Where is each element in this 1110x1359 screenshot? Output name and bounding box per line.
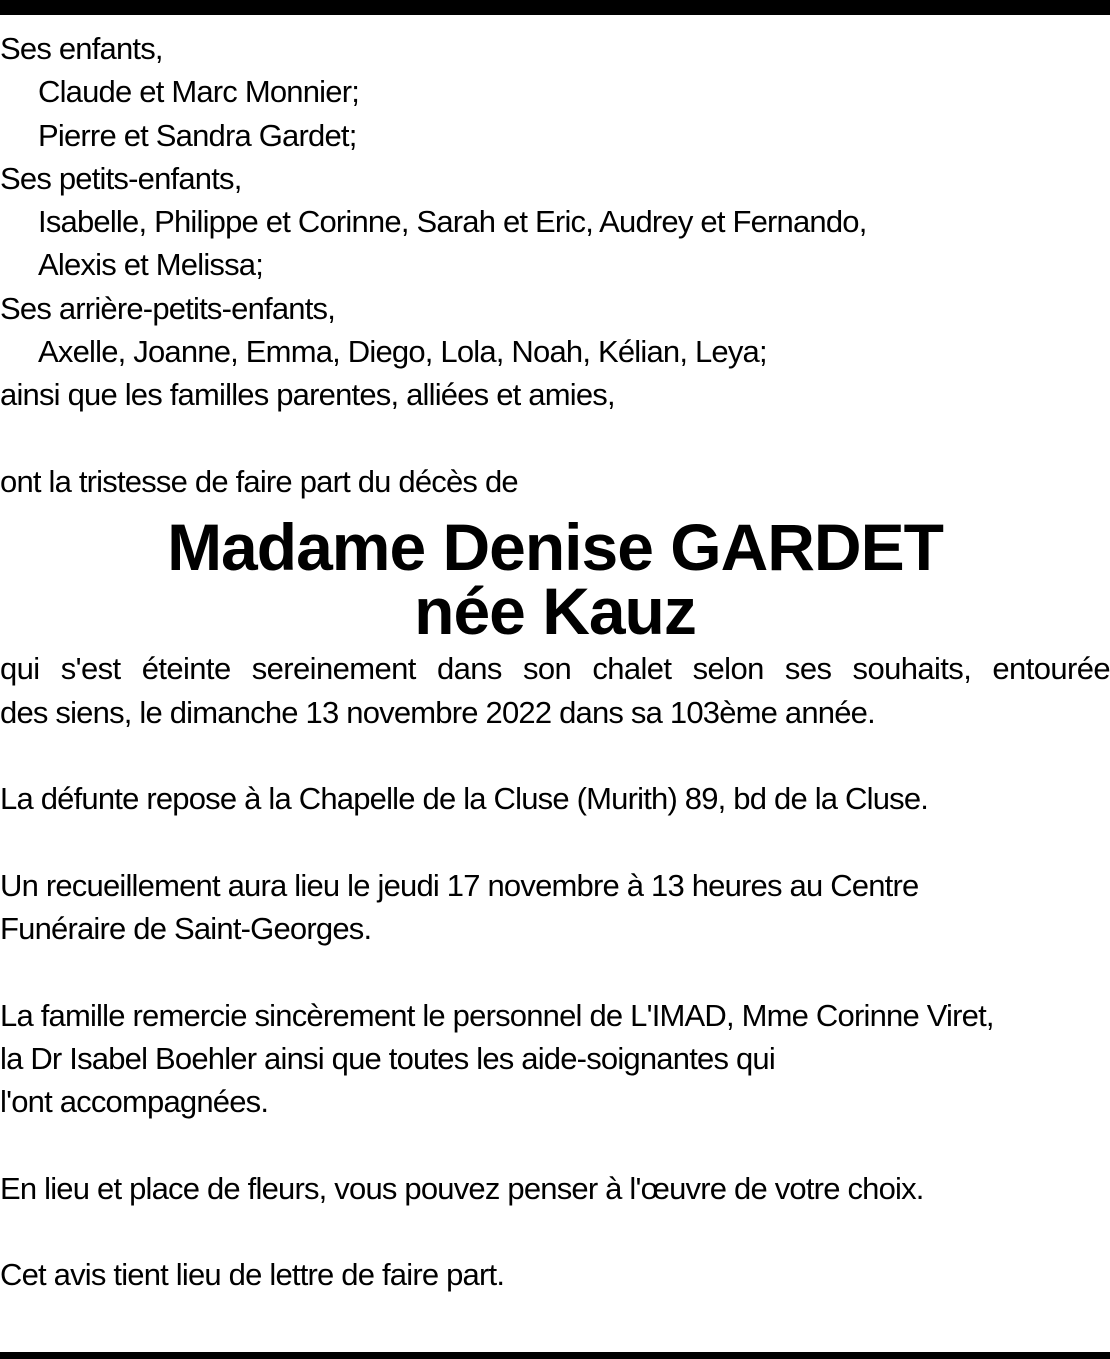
- child-line: Pierre et Sandra Gardet;: [38, 117, 357, 153]
- blank-line: [0, 1210, 1110, 1253]
- blank-line: [0, 820, 1110, 863]
- top-rule: [0, 0, 1110, 15]
- thanks-line: la Dr Isabel Boehler ainsi que toutes les aide-soignantes qui: [0, 1040, 775, 1076]
- ceremony-line: Funéraire de Saint-Georges.: [0, 911, 372, 947]
- passing-line: qui s'est éteinte sereinement dans son chalet selon ses souhaits, entourée: [0, 651, 1110, 687]
- great-grandchild-line: Axelle, Joanne, Emma, Diego, Lola, Noah, Kélian, Leya;: [38, 334, 767, 370]
- blank-line: [0, 734, 1110, 777]
- grandchild-line: Alexis et Melissa;: [38, 247, 264, 283]
- passing-line: des siens, le dimanche 13 novembre 2022 dans sa 103ème année.: [0, 694, 875, 730]
- blank-line: [0, 417, 1110, 460]
- grandchild-line: Isabelle, Philippe et Corinne, Sarah et Eric, Audrey et Fernando,: [38, 204, 867, 240]
- thanks-line: La famille remercie sincèrement le personnel de L'IMAD, Mme Corinne Viret,: [0, 997, 994, 1033]
- great-grandchildren-heading: Ses arrière-petits-enfants,: [0, 290, 336, 326]
- grandchildren-heading: Ses petits-enfants,: [0, 160, 242, 196]
- child-line: Claude et Marc Monnier;: [38, 74, 360, 110]
- deceased-name-block: [0, 503, 1110, 647]
- maiden-name: née Kauz: [414, 574, 696, 649]
- blank-line: [0, 950, 1110, 993]
- flowers-line: En lieu et place de fleurs, vous pouvez penser à l'œuvre de votre choix.: [0, 1170, 924, 1206]
- thanks-line: l'ont accompagnées.: [0, 1084, 269, 1120]
- blank-line: [0, 1124, 1110, 1167]
- ceremony-line: Un recueillement aura lieu le jeudi 17 novembre à 13 heures au Centre: [0, 867, 919, 903]
- obituary-notice: [0, 27, 1110, 1297]
- announcement-line: ont la tristesse de faire part du décès de: [0, 463, 518, 499]
- deceased-name: Madame Denise GARDET: [167, 510, 943, 585]
- rests-line: La défunte repose à la Chapelle de la Cluse (Murith) 89, bd de la Cluse.: [0, 781, 929, 817]
- families-line: ainsi que les familles parentes, alliées et amies,: [0, 377, 615, 413]
- closing-line: Cet avis tient lieu de lettre de faire part.: [0, 1257, 505, 1293]
- bottom-rule: [0, 1352, 1110, 1359]
- children-heading: Ses enfants,: [0, 31, 163, 66]
